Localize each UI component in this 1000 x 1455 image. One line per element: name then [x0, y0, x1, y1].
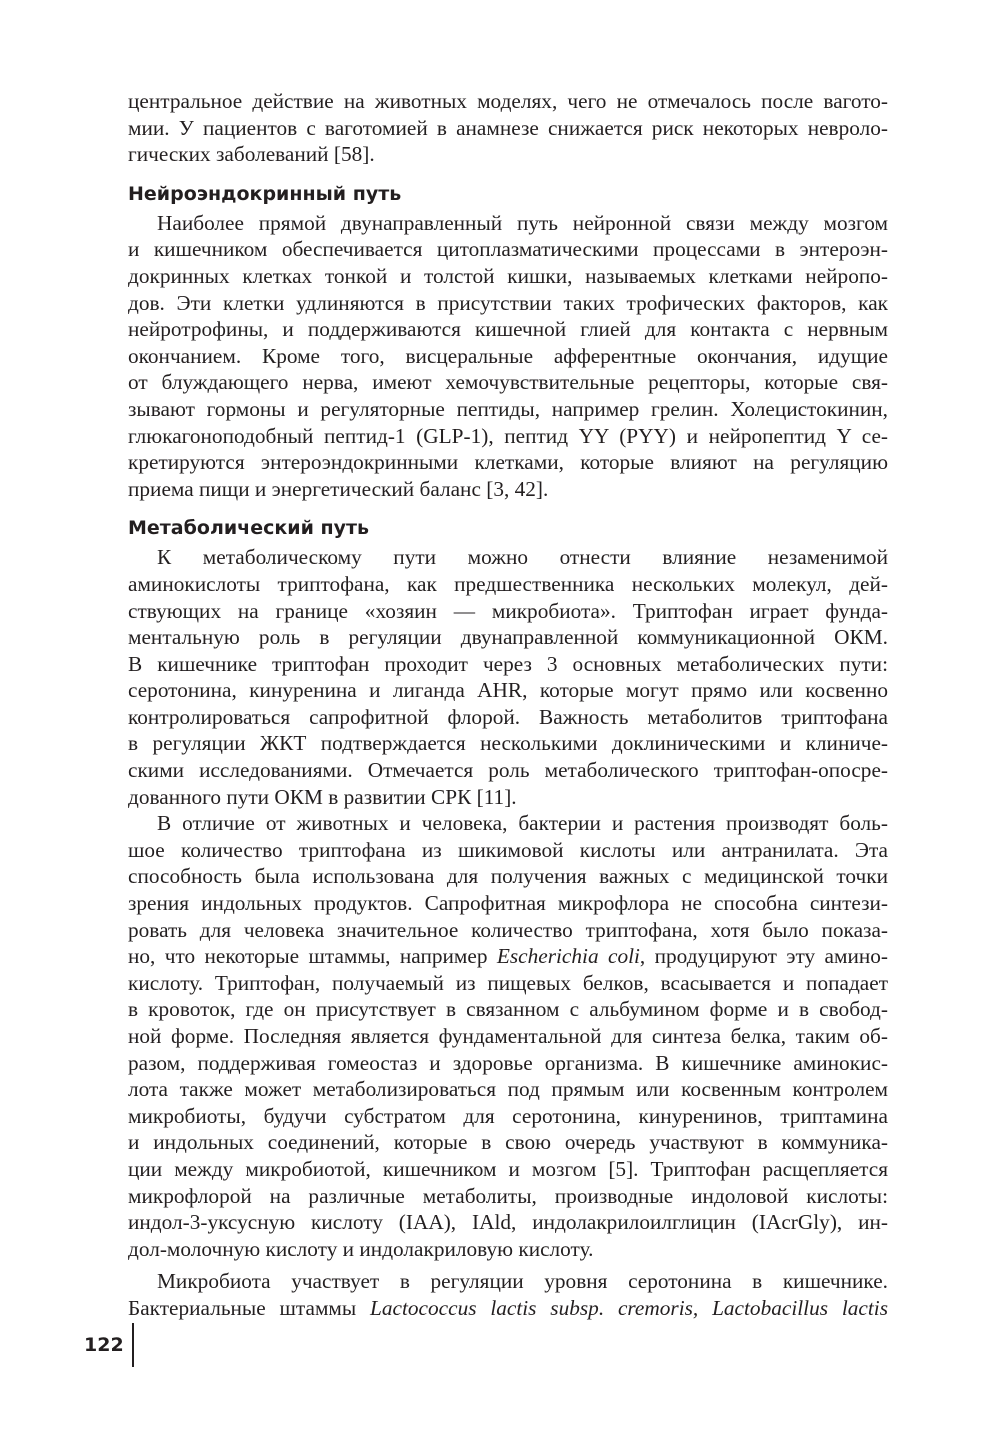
- text-line: в регуляции ЖКТ подтверждается несколькими доклиническими и клиниче-: [128, 731, 888, 756]
- species-name: Lactococcus lactis subsp. cremoris, Lactobacillus lactis: [370, 1295, 888, 1320]
- text-line: лота также может метаболизироваться под прямым или косвенным контролем: [128, 1077, 888, 1102]
- text-line: приема пищи и энергетический баланс [3, 42].: [128, 476, 549, 501]
- text-run: но, что некоторые штаммы, например: [128, 944, 497, 969]
- text-line: Микробиота участвует в регуляции уровня серотонина в кишечнике.: [157, 1269, 888, 1294]
- text-line: гических заболеваний [58].: [128, 142, 375, 167]
- text-line: микрофлорой на различные метаболиты, производные индоловой кислоты:: [128, 1183, 888, 1208]
- text-line: глюкагоноподобный пептид-1 (GLP-1), пептид YY (PYY) и нейропептид Y се-: [128, 423, 888, 448]
- text-line: скими исследованиями. Отмечается роль метаболического триптофан-опосре-: [128, 758, 888, 783]
- text-line: В отличие от животных и человека, бактерии и растения производят боль-: [157, 811, 888, 836]
- text-line: Наиболее прямой двунаправленный путь нейронной связи между мозгом: [157, 210, 888, 235]
- text-line: дов. Эти клетки удлиняются в присутствии таких трофических факторов, как: [128, 290, 888, 315]
- text-line: дол-молочную кислоту и индолакриловую кислоту.: [128, 1236, 594, 1261]
- text-line: зывают гормоны и регуляторные пептиды, например грелин. Холецистокинин,: [128, 396, 888, 421]
- text-line: окончанием. Кроме того, висцеральные афферентные окончания, идущие: [128, 343, 888, 368]
- paragraph-neuroendocrine: [128, 210, 888, 503]
- page-footer: [84, 1323, 134, 1367]
- text-line: шое количество триптофана из шикимовой кислоты или антранилата. Эта: [128, 837, 888, 862]
- text-line: аминокислоты триптофана, как предшественника нескольких молекул, дей-: [128, 571, 888, 596]
- text-line: разом, поддерживая гомеостаз и здоровье организма. В кишечнике аминокис-: [128, 1050, 888, 1075]
- text-line: ции между микробиотой, кишечником и мозгом [5]. Триптофан расщепляется: [128, 1156, 888, 1181]
- text-line: кислоту. Триптофан, получаемый из пищевых белков, всасывается и попадает: [128, 970, 888, 995]
- text-line: в кровоток, где он присутствует в связанном с альбумином форме и в свобод-: [128, 997, 888, 1022]
- page-number: 122: [84, 1334, 124, 1356]
- page-number-rule: [132, 1323, 134, 1367]
- text-line: способность была использована для получения важных с медицинской точки: [128, 864, 888, 889]
- text-line: докринных клетках тонкой и толстой кишки, называемых клетками нейропо-: [128, 263, 888, 288]
- text-line: центральное действие на животных моделях, чего не отмечалось после вагото-: [128, 89, 888, 113]
- text-line: микробиоты, будучи субстратом для серотонина, кинуренинов, триптамина: [128, 1103, 888, 1128]
- paragraph-tryptophan-synthesis: [128, 810, 888, 1262]
- text-line: ствующих на границе «хозяин — микробиота». Триптофан играет фунда-: [128, 598, 888, 623]
- text-line: В кишечнике триптофан проходит через 3 основных метаболических пути:: [128, 651, 888, 676]
- text-line: зрения индольных продуктов. Сапрофитная микрофлора не способна синтези-: [128, 891, 888, 916]
- text-line: ровать для человека значительное количество триптофана, хотя было показа-: [128, 917, 888, 942]
- text-line: [128, 943, 888, 970]
- page-body: [128, 88, 888, 1322]
- text-line: от блуждающего нерва, имеют хемочувствительные рецепторы, которые свя-: [128, 370, 888, 395]
- text-line: дованного пути ОКМ в развитии СРК [11].: [128, 784, 517, 809]
- text-line: нейротрофины, и поддерживаются кишечной глией для контакта с нервным: [128, 317, 888, 342]
- paragraph-vagotomy: [128, 88, 888, 168]
- text-line: и кишечником обеспечивается цитоплазматическими процессами в энтероэн-: [128, 237, 888, 262]
- text-run: , продуцируют эту амино-: [639, 944, 889, 969]
- section-heading-metabolic: Метаболический путь: [128, 517, 370, 540]
- paragraph-serotonin: [128, 1268, 888, 1321]
- text-line: К метаболическому пути можно отнести влияние незаменимой: [157, 545, 888, 570]
- species-name: Escherichia coli: [496, 944, 640, 969]
- text-line: контролироваться сапрофитной флорой. Важность метаболитов триптофана: [128, 704, 888, 729]
- text-line: кретируются энтероэндокринными клетками, которые влияют на регуляцию: [128, 450, 888, 475]
- paragraph-metabolic-intro: [128, 544, 888, 810]
- text-line: ной форме. Последняя является фундаментальной для синтеза белка, таким об-: [128, 1024, 888, 1048]
- text-line: мии. У пациентов с ваготомией в анамнезе снижается риск некоторых невроло-: [128, 115, 888, 140]
- text-line: ментальную роль в регуляции двунаправленной коммуникационной ОКМ.: [128, 625, 888, 650]
- text-line: индол-3-уксусную кислоту (IAA), IAld, индолакрилоилглицин (IAcrGly), ин-: [128, 1210, 888, 1235]
- text-run: Бактериальные штаммы: [128, 1295, 371, 1320]
- text-line: серотонина, кинуренина и лиганда AHR, которые могут прямо или косвенно: [128, 678, 888, 703]
- text-line: и индольных соединений, которые в свою очередь участвуют в коммуника-: [128, 1130, 888, 1155]
- text-line: [128, 1295, 888, 1322]
- section-heading-neuroendocrine: Нейроэндокринный путь: [128, 182, 402, 205]
